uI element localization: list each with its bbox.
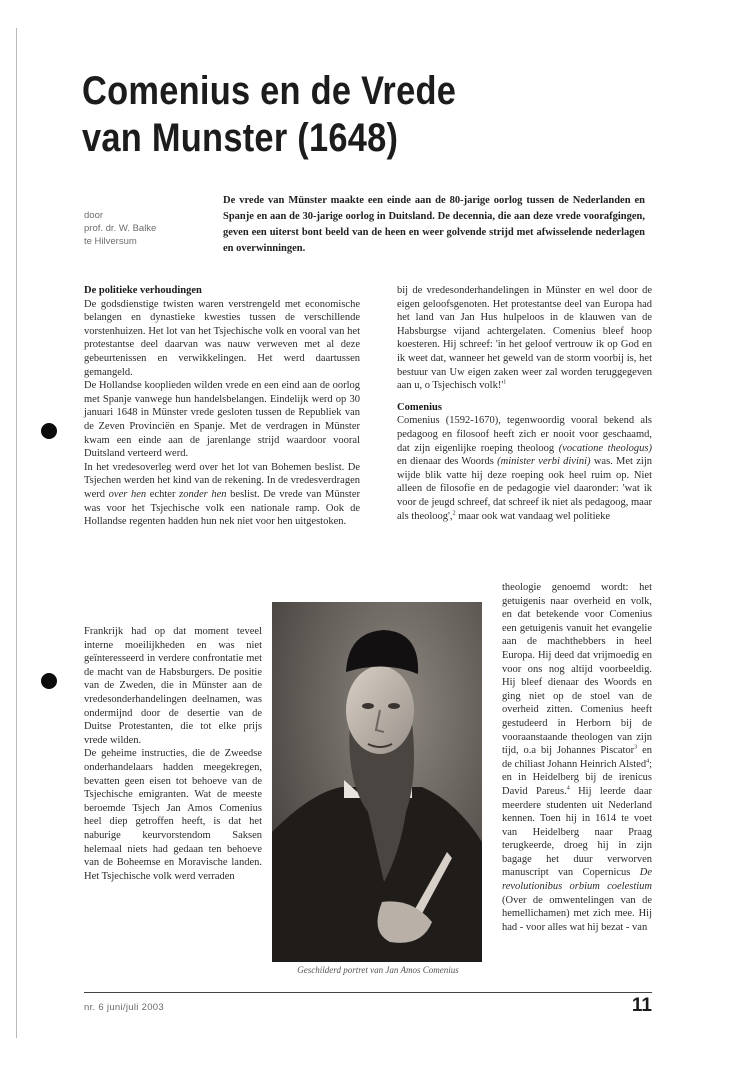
text-run: (Over de omwentelingen van de hemellichamen) met zich mee. Hij had - voor alles wat hij bezat - van [502,894,652,933]
text-run: beslist. De vrede van Münster was voor het Tsjechische volk een nationale ramp. Ook de Hollandse regenten hadden hun nek niet voor hen uitgestoken. [84,488,360,528]
text-run: en dienaar des Woords [397,456,498,468]
paragraph [397,414,652,523]
text-run: maar ook wat vandaag wel politieke [455,510,611,522]
emphasis: zonder hen [179,488,227,500]
text-run: en de chiliast Johann Heinrich Alsted [502,745,652,770]
footnote-marker: 1 [503,379,507,386]
footnote-marker: 3 [634,744,638,751]
article-title-line-2: van Munster (1648) [82,116,399,160]
left-column-top [84,284,360,529]
emphasis: over hen [108,488,147,500]
comenius-portrait [272,602,482,962]
right-column-top [397,284,652,523]
footer-rule [84,992,652,993]
punch-hole-lower [41,673,57,689]
text-run: In het vredesoverleg werd over het lot van Bohemen beslist. De Tsjechen werden het kind van de rekening. In de vredesverdragen werd [84,461,360,500]
paragraph: De Hollandse kooplieden wilden vrede en een eind aan de oorlog met Spanje vanwege hun handelsbelangen. Eindelijk werd op 30 januari 1648 in Münster vrede gesloten tussen de Republiek van de Zeven Provinciën en Spanje. Met de verdragen in Münster kwam een einde aan de jarenlange strijd waardoor vooral Duitsland verteerd werd. [84,380,360,460]
text-run: echter [146,488,180,500]
footnote-marker: 4 [646,758,650,765]
punch-hole-upper [41,423,57,439]
portrait-caption: Geschilderd portret van Jan Amos Comenius [297,965,459,975]
paragraph [84,461,360,529]
footnote-marker: 2 [452,510,456,516]
issue-label: nr. 6 juni/juli 2003 [84,1002,164,1013]
byline-author: prof. dr. W. Balke [84,223,157,234]
paragraph: De godsdienstige twisten waren verstrengeld met economische belangen en dynastieke kwesties tussen de verschillende vorstenhuizen. Het lot van het Tsjechische volk en vooral van het protestantse deel daarvan was nauw verweven met al deze gebeurtenissen en verwikkelingen. Het werd daartussen gemangeld. [84,298,360,378]
paragraph: Frankrijk had op dat moment teveel interne moeilijkheden en was niet geïnteresseerd in verdere confrontatie met de macht van de Habsburgers. De positie van de Zweden, die in Münster aan de vredesonderhandelingen deelnamen, was ondermijnd door de desertie van de Duitse Protestanten, die tot elke prijs vrede wilden. [84,626,262,746]
footnote-marker: 4 [566,785,570,792]
emphasis: De revolutionibus orbium coelestium [502,867,652,893]
text-run: was. Met zijn wijde blik vatte hij deze roeping ook heel ruim op. Niet alleen de filosofie en de pedagogie viel daaronder: 'wat ik voor de jeugd schreef, dat schreef ik niet als pedagoog, maar als theoloog', [397,456,652,522]
section-heading-politics: De politieke verhoudingen [84,285,202,296]
paragraph [502,581,652,934]
left-column-bottom [84,625,262,883]
page-number: 11 [631,995,652,1016]
text-run: ; en in Heidelberg bij de irenicus David Pareus. [502,758,652,797]
paragraph [397,284,652,393]
right-column-bottom [502,581,652,934]
portrait-drawing [272,602,482,962]
text-run: Hij leerde daar meerdere studenten uit Nederland kennen. Toen hij in 1614 te voet van Heidelberg naar Praag terugkeerde, droeg hij in zijn bagage het duur verworven manuscript van Copernicus [502,785,653,879]
text-run: bij de vredesonderhandelingen in Münster en wel door de eigen geloofsgenoten. Het protestantse deel van Europa had het land van Jan Hus hulpeloos in de klauwen van de Habsburgse vijand achtergelaten. Comenius bleef hoop koesteren. Hij schreef: 'in het geloof vertrouw ik op God en ik weet dat, wanneer het geweld van de storm voorbij is, het bestuur van Uw eigen zaken weer zal worden teruggegeven aan u, o Tsjechisch volk!' [397,285,652,392]
section-heading-comenius: Comenius [397,401,442,413]
article-title [82,68,529,162]
text-run: theologie genoemd wordt: het getuigenis naar overheid en volk, en dat betekende voor Comenius een getuigenis vanuit het evangelie aan de machthebbers in heel Europa. Hij deed dat vrijmoedig en voor ons nog altijd voorbeeldig. Hij bleef dienaar des Woords en ging niet op de stoel van de overheid zitten. Comenius heeft gestudeerd in Herborn bij de vooraanstaande theologen van zijn tijd, o.a bij Johannes Piscator [502,582,652,757]
emphasis: (minister verbi divini) [497,456,591,468]
byline-line: te Hilversum [84,236,137,247]
author-byline [84,209,156,248]
byline-line: door [84,210,104,221]
article-title-line-1: Comenius en de Vrede [82,69,457,113]
paragraph: De geheime instructies, die de Zweedse onderhandelaars hadden meegekregen, bevatten geen eisen tot behoeve van de Tsjechische emigranten. Wat de meeste beroemde Tsjech Jan Amos Comenius heel diep getroffen heeft, is dat het naburige keurvorstendom Saksen helemaal niets had gedaan ten behoeve van de Boheemse en Moravische landen. Het Tsjechische volk werd verraden [84,748,262,882]
emphasis: (vocatione theologus) [558,442,652,454]
lead-paragraph: De vrede van Münster maakte een einde aan de 80-jarige oorlog tussen de Nederlanden en Spanje en aan de 30-jarige oorlog in Duitsland. De decennia, die aan deze vrede voorafgingen, geven een uiterst bont beeld van de heen en weer golvende strijd met afwisselende nederlagen en overwinningen. [223,195,645,254]
text-run: Comenius (1592-1670), tegenwoordig vooral bekend als pedagoog en filosoof heeft zich er nooit voor geschaamd, dat zijn eigenlijke roeping theoloog [397,415,652,454]
page-edge-rule [16,28,17,1038]
